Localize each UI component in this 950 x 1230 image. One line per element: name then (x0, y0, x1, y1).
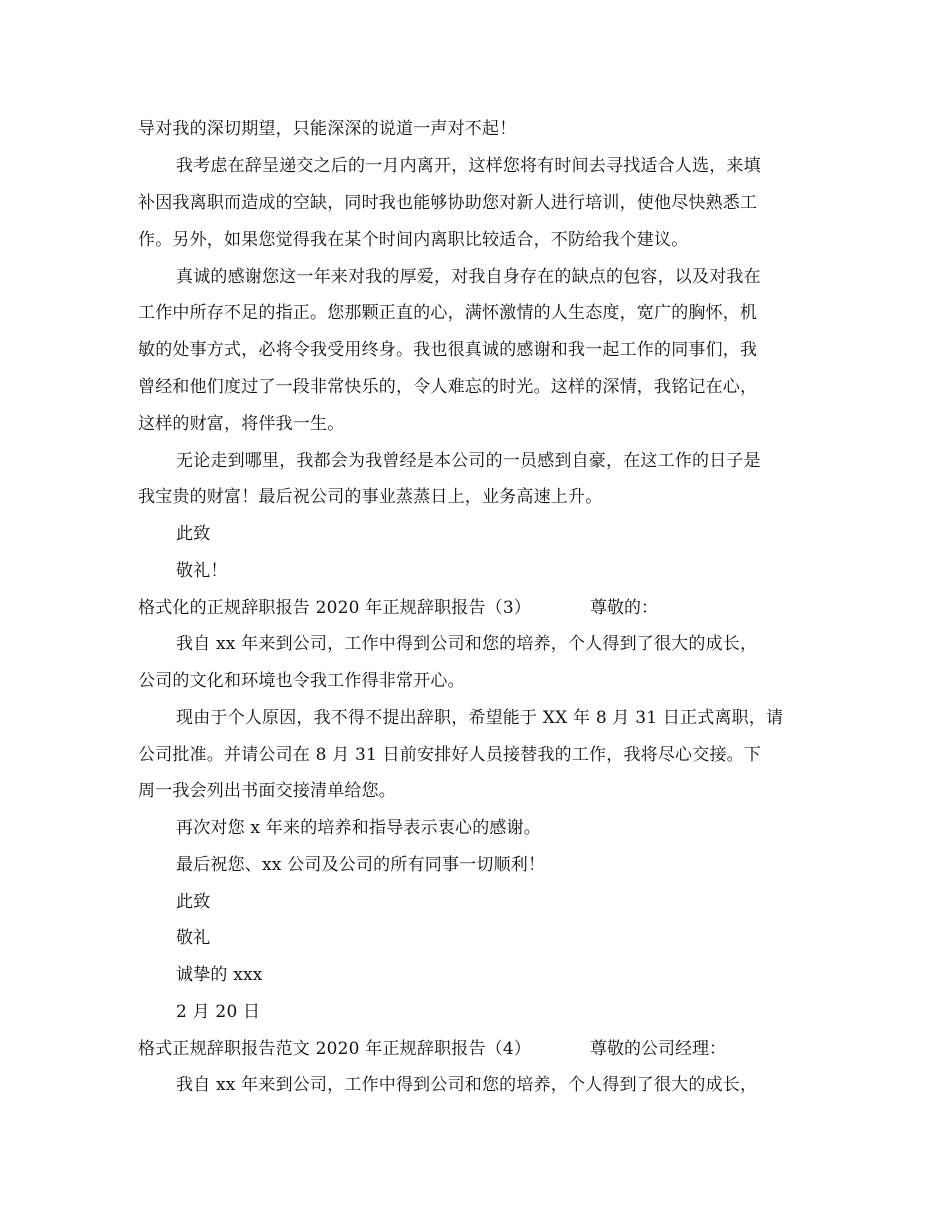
paragraph-line: 我自 xx 年来到公司，工作中得到公司和您的培养，个人得到了很大的成长， (176, 1075, 758, 1095)
paragraph-line: 无论走到哪里，我都会为我曾经是本公司的一员感到自豪，在这工作的日子是 (176, 451, 761, 471)
section-heading: 格式正规辞职报告范文 2020 年正规辞职报告（4） (138, 1039, 532, 1059)
closing-line: 此致 (176, 524, 211, 544)
paragraph-line: 这样的财富，将伴我一生。 (138, 414, 345, 434)
paragraph-line: 公司批准。并请公司在 8 月 31 日前安排好人员接替我的工作，我将尽心交接。下 (138, 745, 762, 765)
salutation: 尊敬的公司经理： (590, 1039, 726, 1059)
paragraph-line: 最后祝您、xx 公司及公司的所有同事一切顺利！ (176, 855, 546, 875)
paragraph-line: 我考虑在辞呈递交之后的一月内离开，这样您将有时间去寻找适合人选，来填 (176, 156, 761, 176)
closing-line: 敬礼 (176, 928, 211, 948)
section-heading: 格式化的正规辞职报告 2020 年正规辞职报告（3） (138, 598, 532, 618)
paragraph-line: 导对我的深切期望，只能深深的说道一声对不起！ (138, 119, 517, 139)
signature-line: 诚挚的 xxx (176, 965, 263, 985)
paragraph-line: 再次对您 x 年来的培养和指导表示衷心的感谢。 (176, 818, 541, 838)
date-line: 2 月 20 日 (176, 1002, 261, 1022)
paragraph-line: 周一我会列出书面交接清单给您。 (138, 781, 396, 801)
paragraph-line: 真诚的感谢您这一年来对我的厚爱，对我自身存在的缺点的包容，以及对我在 (176, 267, 761, 287)
paragraph-line: 我宝贵的财富！最后祝公司的事业蒸蒸日上，业务高速上升。 (138, 487, 603, 507)
paragraph-line: 补因我离职而造成的空缺，同时我也能够协助您对新人进行培训，使他尽快熟悉工 (138, 193, 758, 213)
closing-line: 此致 (176, 892, 211, 912)
paragraph-line: 作。另外，如果您觉得我在某个时间内离职比较适合，不防给我个建议。 (138, 230, 689, 250)
paragraph-line: 工作中所存不足的指正。您那颗正直的心，满怀激情的人生态度，宽广的胸怀，机 (138, 303, 758, 323)
paragraph-line: 我自 xx 年来到公司，工作中得到公司和您的培养，个人得到了很大的成长， (176, 634, 758, 654)
salutation: 尊敬的： (590, 598, 658, 618)
closing-line: 敬礼！ (176, 561, 228, 581)
paragraph-line: 现由于个人原因，我不得不提出辞职，希望能于 XX 年 8 月 31 日正式离职，请 (176, 708, 784, 728)
paragraph-line: 曾经和他们度过了一段非常快乐的，令人难忘的时光。这样的深情，我铭记在心， (138, 377, 758, 397)
paragraph-line: 敏的处事方式，必将令我受用终身。我也很真诚的感谢和我一起工作的同事们，我 (138, 340, 758, 360)
paragraph-line: 公司的文化和环境也令我工作得非常开心。 (138, 671, 465, 691)
